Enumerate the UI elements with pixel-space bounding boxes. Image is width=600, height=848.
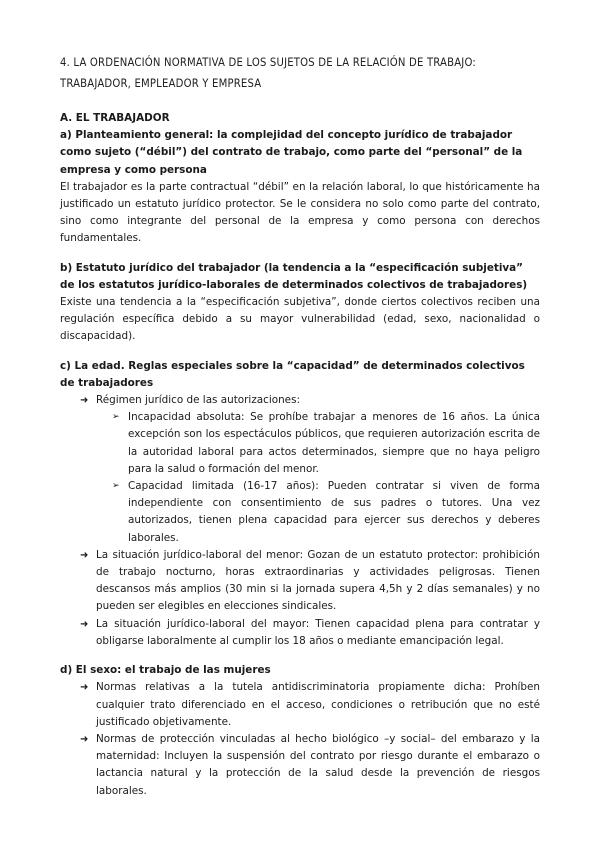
subsection-c-list (60, 392, 540, 650)
arrow-bullet-icon: ➜ (80, 618, 89, 630)
document-body (60, 110, 540, 812)
nested-list-item-text: Capacidad limitada (16-17 años): Pueden contratar si viven de forma independiente con consentimiento de sus padres o tutores. Una vez autorizados, tienen plena capacidad para ejercer sus derechos y deberes laborales. (128, 480, 540, 544)
subsection-d-heading: d) El sexo: el trabajo de las mujeres (60, 664, 271, 677)
list-item-text: Normas de protección vinculadas al hecho biológico –y social– del embarazo y la maternidad: Incluyen la suspensión del contrato por riesgo durante el embarazo o lactancia natural y la protección de la salud desde la prevención de riesgos laborales. (96, 732, 540, 797)
sub-bullet-icon: ➢ (112, 412, 120, 423)
subsection-d-list (60, 679, 540, 799)
nested-list-item (110, 478, 540, 547)
subsection-b-text: Existe una tendencia a la “especificación subjetiva”, donde ciertos colectivos reciben una regulación específica debido a su mayor vulnerabilidad (edad, sexo, nacionalidad o discapacidad). (60, 296, 540, 343)
nested-list-item (110, 409, 540, 478)
document-title: 4. LA ORDENACIÓN NORMATIVA DE LOS SUJETOS DE LA RELACIÓN DE TRABAJO: TRABAJADOR, EMPLEADOR Y EMPRESA (60, 56, 476, 90)
list-item (60, 679, 540, 731)
list-item-text: Régimen jurídico de las autorizaciones: (96, 394, 300, 407)
subsection-c (60, 358, 540, 650)
nested-list-item-text: Incapacidad absoluta: Se prohíbe trabajar a menores de 16 años. La única excepción son los espectáculos públicos, que requieren autorización escrita de la autoridad laboral para actos determinados, siempre que no haya peligro para la salud o formación del menor. (128, 411, 540, 475)
arrow-bullet-icon: ➜ (80, 733, 89, 745)
sub-bullet-icon: ➢ (112, 481, 120, 492)
subsection-a (60, 127, 540, 247)
list-item-text: La situación jurídico-laboral del mayor: Tienen capacidad plena para contratar y obligarse laboralmente al cumplir los 18 años o mediante emancipación legal. (96, 617, 540, 647)
subsection-d (60, 662, 540, 800)
subsection-c-heading: c) La edad. Reglas especiales sobre la “capacidad” de determinados colectivos de trabajadores (60, 359, 525, 389)
subsection-a-text: El trabajador es la parte contractual “débil” en la relación laboral, lo que históricamente ha justificado un estatuto jurídico protector. Se le considera no solo como parte del contrato, sino como integrante del personal de la empresa y como persona con derechos fundamentales. (60, 180, 540, 245)
list-item-text: Normas relativas a la tutela antidiscriminatoria propiamente dicha: Prohíben cualquier trato diferenciado en el acceso, condiciones o retribución que no esté justificado objetivamente. (96, 681, 540, 728)
nested-list (96, 409, 540, 547)
list-item-text: La situación jurídico-laboral del menor: Gozan de un estatuto protector: prohibición de trabajo nocturno, horas extraordinarias y actividades peligrosas. Tienen descansos más amplios (30 min si la jornada supera 4,5h y 2 días semanales) y no pueden ser elegibles en elecciones sindicales. (96, 548, 540, 613)
list-item (60, 547, 540, 616)
subsection-b-heading: b) Estatuto jurídico del trabajador (la tendencia a la “especificación subjetiva” de los estatutos jurídico-laborales de determinados colectivos de trabajadores) (60, 261, 528, 291)
arrow-bullet-icon: ➜ (80, 682, 89, 694)
list-item (60, 392, 540, 547)
section-a-heading: A. EL TRABAJADOR (60, 112, 170, 124)
list-item (60, 731, 540, 800)
subsection-b (60, 260, 540, 346)
arrow-bullet-icon: ➜ (80, 395, 89, 407)
arrow-bullet-icon: ➜ (80, 549, 89, 561)
subsection-a-heading: a) Planteamiento general: la complejidad del concepto jurídico de trabajador como sujeto (“débil”) del contrato de trabajo, como parte del “personal” de la empresa y como persona (60, 129, 523, 176)
list-item (60, 616, 540, 650)
